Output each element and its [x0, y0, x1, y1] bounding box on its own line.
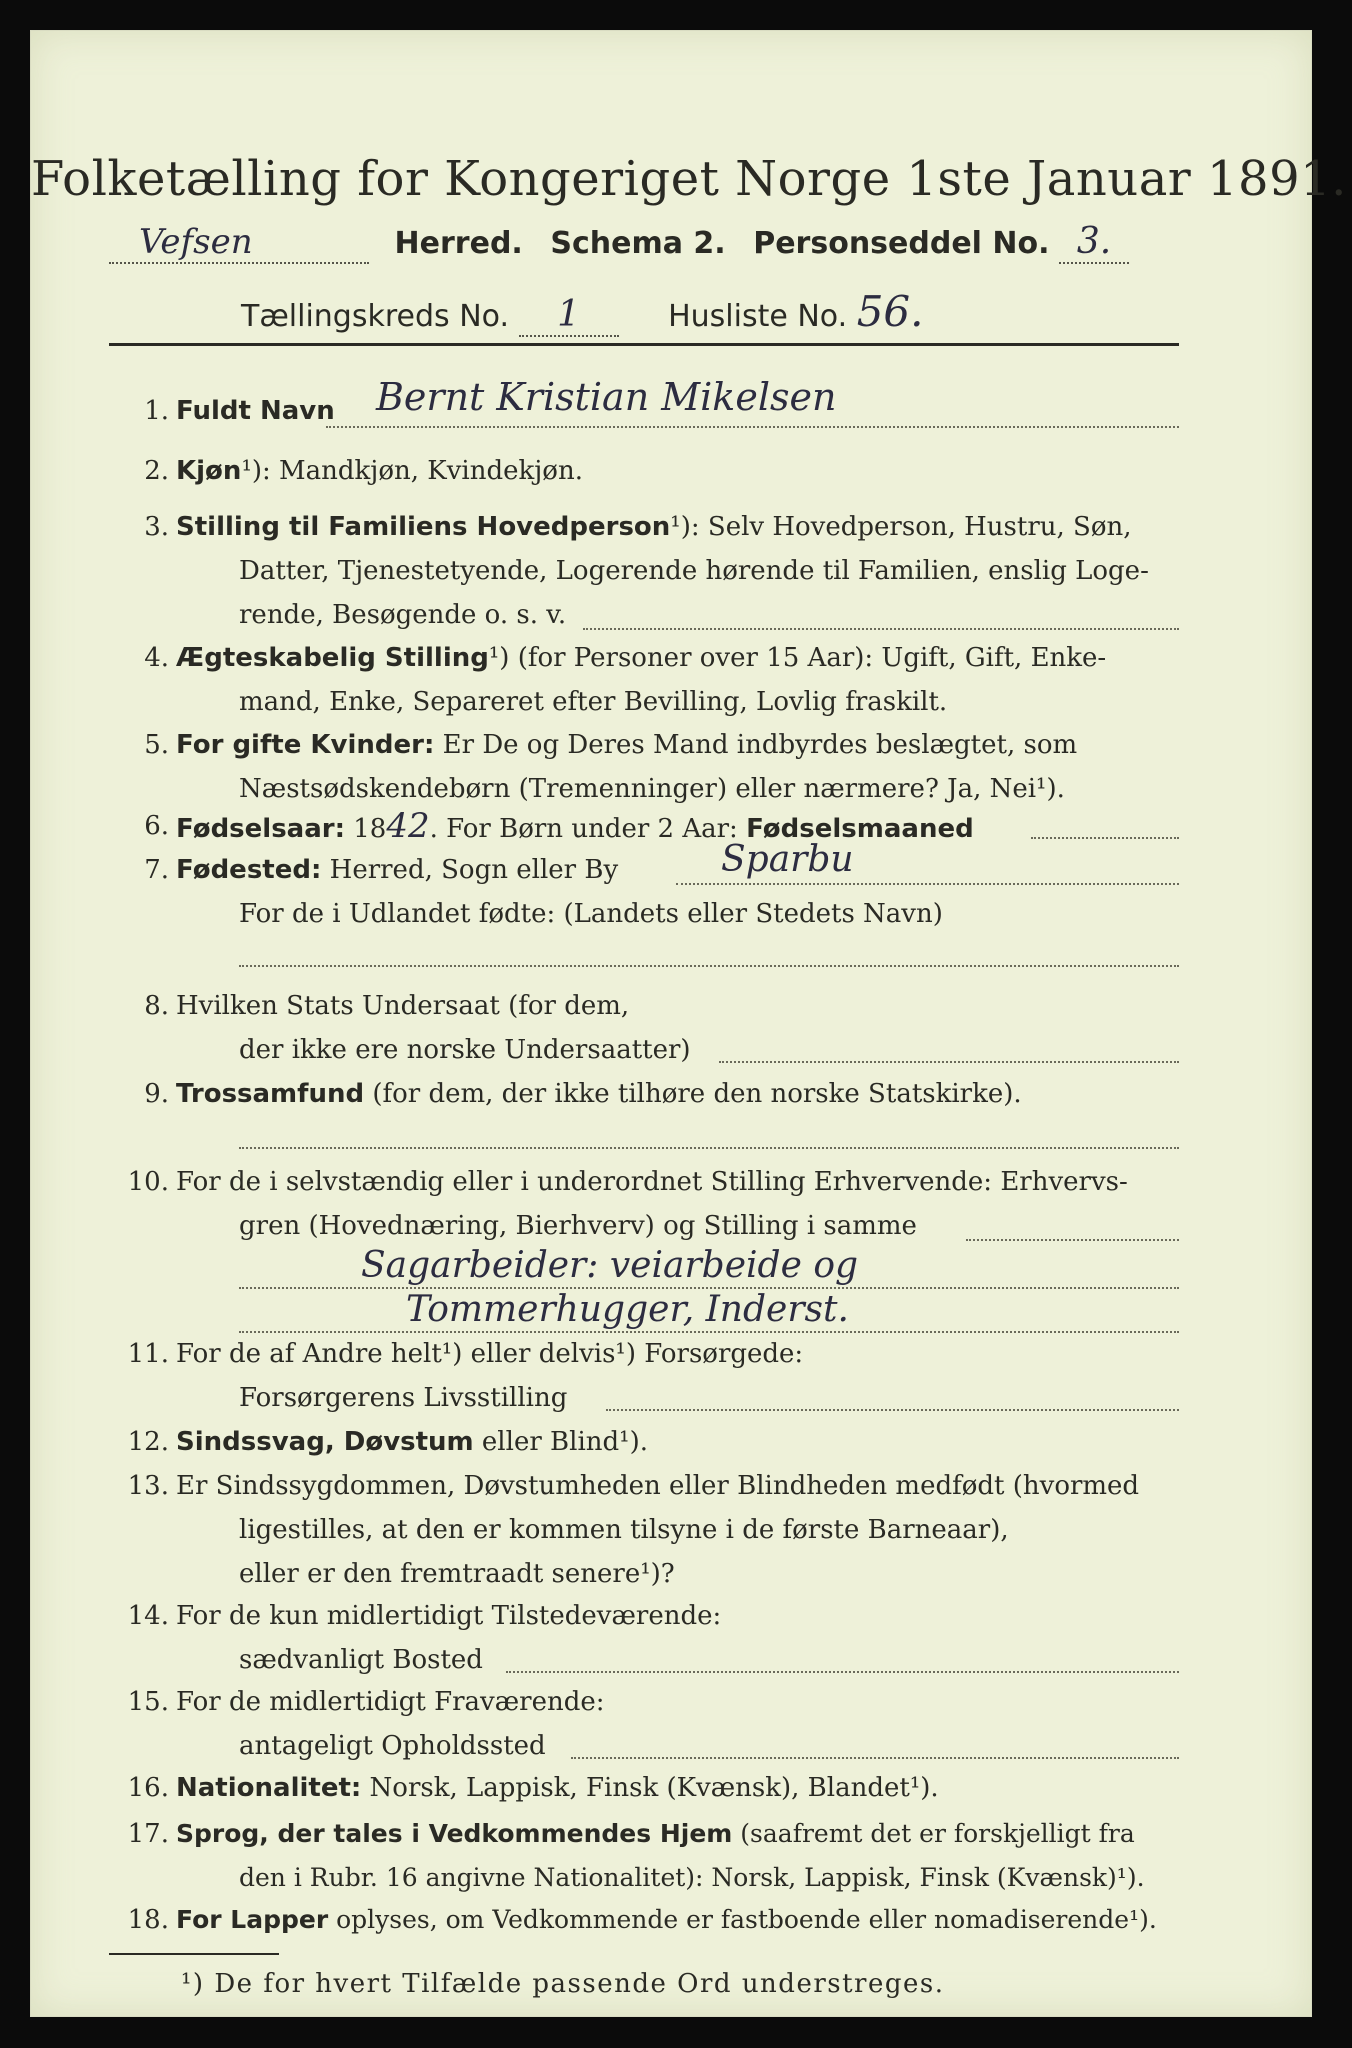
row-label: Ægteskabelig Stilling [176, 643, 489, 673]
row-label: Fødselsaar: [176, 814, 345, 844]
row-text: For de kun midlertidigt Tilstedeværende: [176, 1601, 722, 1631]
answer-line [1031, 837, 1179, 839]
row-number: 4. [144, 643, 169, 673]
answer-line [571, 1757, 1179, 1759]
row-number: 7. [144, 855, 169, 885]
answer-line [239, 965, 1179, 967]
row-number: 9. [144, 1079, 169, 1109]
kreds-line [241, 287, 924, 337]
row-number: 3. [144, 512, 169, 542]
husliste-handwritten: 56. [856, 287, 924, 336]
row-cont: Forsørgerens Livsstilling [239, 1383, 568, 1413]
answer-line [239, 1147, 1179, 1149]
header-rule [109, 343, 1179, 346]
row-text: Er Sindssygdommen, Døvstumheden eller Blindheden medfødt (hvormed [176, 1471, 1140, 1501]
occupation-handwritten: Tommerhugger, Inderst. [406, 1289, 849, 1330]
row-cont: der ikke ere norske Undersaatter) [239, 1035, 691, 1065]
row-cont: gren (Hovednæring, Bierhverv) og Stilling i samme [239, 1211, 917, 1241]
row-label: Kjøn [176, 456, 242, 486]
herred-line [109, 221, 1129, 264]
answer-line [239, 1331, 1179, 1333]
schema-label: Schema 2. [550, 226, 726, 261]
row-number: 6. [144, 811, 169, 841]
row-text: ¹): Selv Hovedperson, Hustru, Søn, [670, 512, 1132, 542]
row-text: 18 [353, 814, 387, 844]
row-number: 12. [127, 1427, 169, 1457]
row-cont: antageligt Opholdssted [239, 1731, 546, 1761]
row-text: ¹) (for Personer over 15 Aar): Ugift, Gift, Enke- [488, 643, 1107, 673]
row-label: Nationalitet: [176, 1773, 362, 1803]
herred-handwritten: Vefsen [109, 222, 369, 264]
year-handwritten: 42 [386, 806, 430, 846]
row-number: 2. [144, 456, 169, 486]
footnote: ¹) De for hvert Tilfælde passende Ord understreges. [181, 1969, 945, 1999]
row-number: 10. [127, 1167, 169, 1197]
row-number: 5. [144, 730, 169, 760]
tk-handwritten: 1 [519, 294, 619, 337]
row-label: Fødested: [176, 855, 322, 885]
name-handwritten: Bernt Kristian Mikelsen [376, 375, 837, 419]
row-number: 15. [127, 1687, 169, 1717]
row-number: 8. [144, 991, 169, 1021]
row-text: For de i selvstændig eller i underordnet Stilling Erhvervende: Erhvervs- [176, 1167, 1128, 1197]
row-label: Fuldt Navn [176, 396, 335, 426]
row-cont: rende, Besøgende o. s. v. [239, 600, 567, 630]
row-number: 14. [127, 1601, 169, 1631]
row-cont: Næstsødskendebørn (Tremenninger) eller nærmere? Ja, Nei¹). [239, 774, 1065, 804]
row-cont: mand, Enke, Separeret efter Bevilling, Lovlig fraskilt. [239, 687, 948, 717]
row-text: (for dem, der ikke tilhøre den norske Statskirke). [372, 1079, 1022, 1109]
row-text: eller Blind¹). [481, 1427, 648, 1457]
occupation-handwritten: Sagarbeider: veiarbeide og [361, 1245, 859, 1286]
census-form-page [30, 30, 1347, 2017]
answer-line [606, 1409, 1179, 1411]
row-label: Stilling til Familiens Hovedperson [176, 512, 671, 542]
row-number: 16. [127, 1773, 169, 1803]
row-text: Herred, Sogn eller By [329, 855, 619, 885]
row-label: For Lapper [176, 1905, 329, 1934]
row-number: 17. [127, 1819, 169, 1849]
row-cont: ligestilles, at den er kommen tilsyne i de første Barneaar), [239, 1515, 1009, 1545]
row-label: Sprog, der tales i Vedkommendes Hjem [176, 1819, 733, 1848]
answer-line [719, 1061, 1179, 1063]
row-text: . For Børn under 2 Aar: [429, 814, 738, 844]
row-number: 13. [127, 1471, 169, 1501]
row-text: For de af Andre helt¹) eller delvis¹) Forsørgede: [176, 1339, 804, 1369]
row-text: For de midlertidigt Fraværende: [176, 1687, 605, 1717]
answer-line [583, 628, 1179, 630]
row-cont: Datter, Tjenestetyende, Logerende hørende til Familien, enslig Loge- [239, 556, 1149, 586]
form-title: Folketælling for Kongeriget Norge 1ste Januar 1891. [31, 151, 1347, 207]
row-cont: den i Rubr. 16 angivne Nationalitet): Norsk, Lappisk, Finsk (Kvænsk)¹). [239, 1863, 1145, 1892]
personseddel-label: Personseddel No. [753, 226, 1050, 261]
footnote-rule [109, 1953, 279, 1955]
row-number: 11. [127, 1339, 169, 1369]
answer-line [966, 1239, 1179, 1241]
row-cont: sædvanligt Bosted [239, 1645, 483, 1675]
row-label: Fødselsmaaned [746, 814, 974, 844]
row-label: Sindssvag, Døvstum [176, 1427, 474, 1457]
answer-line [326, 426, 1179, 428]
row-cont: For de i Udlandet fødte: (Landets eller Stedets Navn) [239, 899, 943, 929]
row-label: Trossamfund [176, 1079, 365, 1109]
row-number: 1. [144, 396, 169, 426]
tk-label: Tællingskreds No. [241, 299, 509, 334]
row-text: Hvilken Stats Undersaat (for dem, [176, 991, 630, 1021]
row-text: ¹): Mandkjøn, Kvindekjøn. [241, 456, 583, 486]
husliste-label: Husliste No. [668, 299, 848, 334]
answer-line [676, 883, 1179, 885]
personseddel-handwritten: 3. [1059, 221, 1129, 264]
row-text: oplyses, om Vedkommende er fastboende eller nomadiserende¹). [336, 1905, 1157, 1934]
birthplace-handwritten: Sparbu [721, 839, 854, 880]
row-number: 18. [127, 1905, 169, 1935]
row-text: Er De og Deres Mand indbyrdes beslægtet, som [442, 730, 1078, 760]
row-cont: eller er den fremtraadt senere¹)? [239, 1559, 675, 1589]
row-text: (saafremt det er forskjelligt fra [740, 1819, 1135, 1848]
answer-line [506, 1671, 1179, 1673]
row-text: Norsk, Lappisk, Finsk (Kvænsk), Blandet¹). [369, 1773, 939, 1803]
herred-label: Herred. [394, 226, 523, 261]
row-label: For gifte Kvinder: [176, 730, 435, 760]
